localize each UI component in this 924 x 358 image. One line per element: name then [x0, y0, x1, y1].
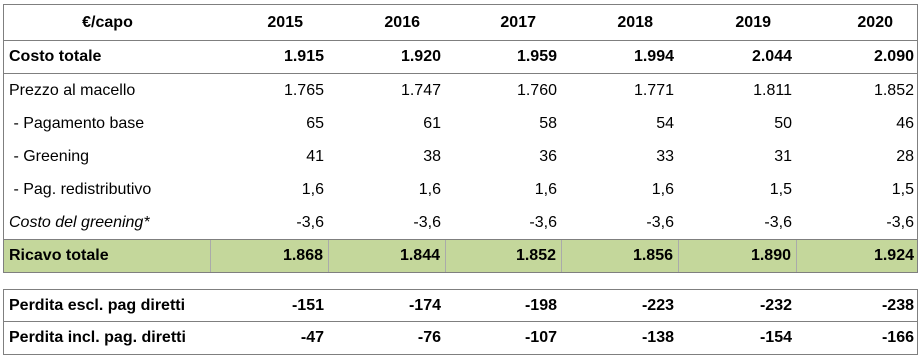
- row-label: - Pagamento base: [9, 114, 145, 132]
- row-ricavo-totale: [3, 239, 918, 273]
- table-gap: [3, 273, 918, 289]
- cell-value: -3,6: [886, 213, 914, 231]
- row-label: - Greening: [9, 147, 90, 165]
- header-year: 2018: [617, 13, 653, 31]
- header-year: 2015: [267, 13, 303, 31]
- cell-value: 1.994: [633, 48, 674, 65]
- cell-value: -198: [524, 296, 557, 314]
- row-label: Costo del greening*: [9, 213, 150, 231]
- cell-value: -47: [300, 329, 324, 346]
- cell-value: 1.959: [516, 48, 557, 65]
- cell-value: 1.760: [516, 81, 557, 99]
- cell-value: -3,6: [646, 213, 674, 231]
- cell-value: 1,6: [301, 180, 324, 198]
- cell-value: 46: [896, 114, 914, 132]
- header-year: 2017: [500, 13, 536, 31]
- cell-value: 1,6: [534, 180, 557, 198]
- cell-value: 1.915: [283, 48, 324, 65]
- cell-value: -107: [524, 329, 557, 346]
- row-costo-totale: [3, 41, 918, 74]
- cell-value: 1.765: [283, 81, 324, 99]
- row-label: Perdita incl. pag. diretti: [9, 329, 186, 346]
- header-unit-label: €/capo: [82, 13, 133, 31]
- table-header-row: [3, 4, 918, 41]
- cell-value: 2.090: [873, 48, 914, 65]
- cell-value: 58: [539, 114, 557, 132]
- row-label: Perdita escl. pag diretti: [9, 296, 186, 314]
- cell-value: 1.771: [633, 81, 674, 99]
- cell-value: 2.044: [751, 48, 792, 65]
- cell-value: 31: [774, 147, 792, 165]
- cell-value: 1.852: [873, 81, 914, 99]
- row-pagamento-base: [3, 107, 918, 140]
- cell-value: 1.920: [400, 48, 441, 65]
- cell-value: 1,6: [651, 180, 674, 198]
- cell-value: 1.868: [211, 240, 329, 272]
- cell-value: -151: [291, 296, 324, 314]
- row-label: Costo totale: [9, 48, 102, 65]
- cell-value: 36: [539, 147, 557, 165]
- cell-value: -138: [641, 329, 674, 346]
- cost-revenue-table: [3, 4, 918, 355]
- cell-value: -3,6: [296, 213, 324, 231]
- cell-value: 1,5: [769, 180, 792, 198]
- row-perdita-incl: [3, 322, 918, 355]
- cell-value: 61: [423, 114, 441, 132]
- cell-value: 1.856: [562, 240, 679, 272]
- header-year: 2016: [384, 13, 420, 31]
- row-label: - Pag. redistributivo: [9, 180, 152, 198]
- row-prezzo-macello: [3, 74, 918, 107]
- cell-value: -3,6: [413, 213, 441, 231]
- cell-value: 50: [774, 114, 792, 132]
- cell-value: 1.890: [679, 240, 797, 272]
- cell-value: 1,6: [418, 180, 441, 198]
- cell-value: -166: [881, 329, 914, 346]
- cell-value: -3,6: [764, 213, 792, 231]
- header-year: 2019: [735, 13, 771, 31]
- header-year: 2020: [857, 13, 893, 31]
- cell-value: 1,5: [891, 180, 914, 198]
- cell-value: 1.811: [753, 81, 792, 99]
- cell-value: 1.844: [329, 240, 446, 272]
- cell-value: 28: [896, 147, 914, 165]
- cell-value: -223: [641, 296, 674, 314]
- cell-value: 38: [423, 147, 441, 165]
- cell-value: 1.747: [400, 81, 441, 99]
- cell-value: 1.852: [446, 240, 562, 272]
- cell-value: -3,6: [529, 213, 557, 231]
- cell-value: -154: [759, 329, 792, 346]
- cell-value: 54: [656, 114, 674, 132]
- cell-value: -76: [417, 329, 441, 346]
- cell-value: 65: [306, 114, 324, 132]
- cell-value: 33: [656, 147, 674, 165]
- cell-value: -232: [759, 296, 792, 314]
- row-greening: [3, 140, 918, 173]
- row-perdita-escl: [3, 289, 918, 322]
- cell-value: 41: [306, 147, 324, 165]
- row-pag-redistributivo: [3, 173, 918, 206]
- cell-value: -238: [881, 296, 914, 314]
- cell-value: 1.924: [873, 247, 914, 264]
- row-costo-greening: [3, 206, 918, 239]
- row-label: Ricavo totale: [4, 240, 211, 272]
- row-label: Prezzo al macello: [9, 81, 136, 99]
- cell-value: -174: [408, 296, 441, 314]
